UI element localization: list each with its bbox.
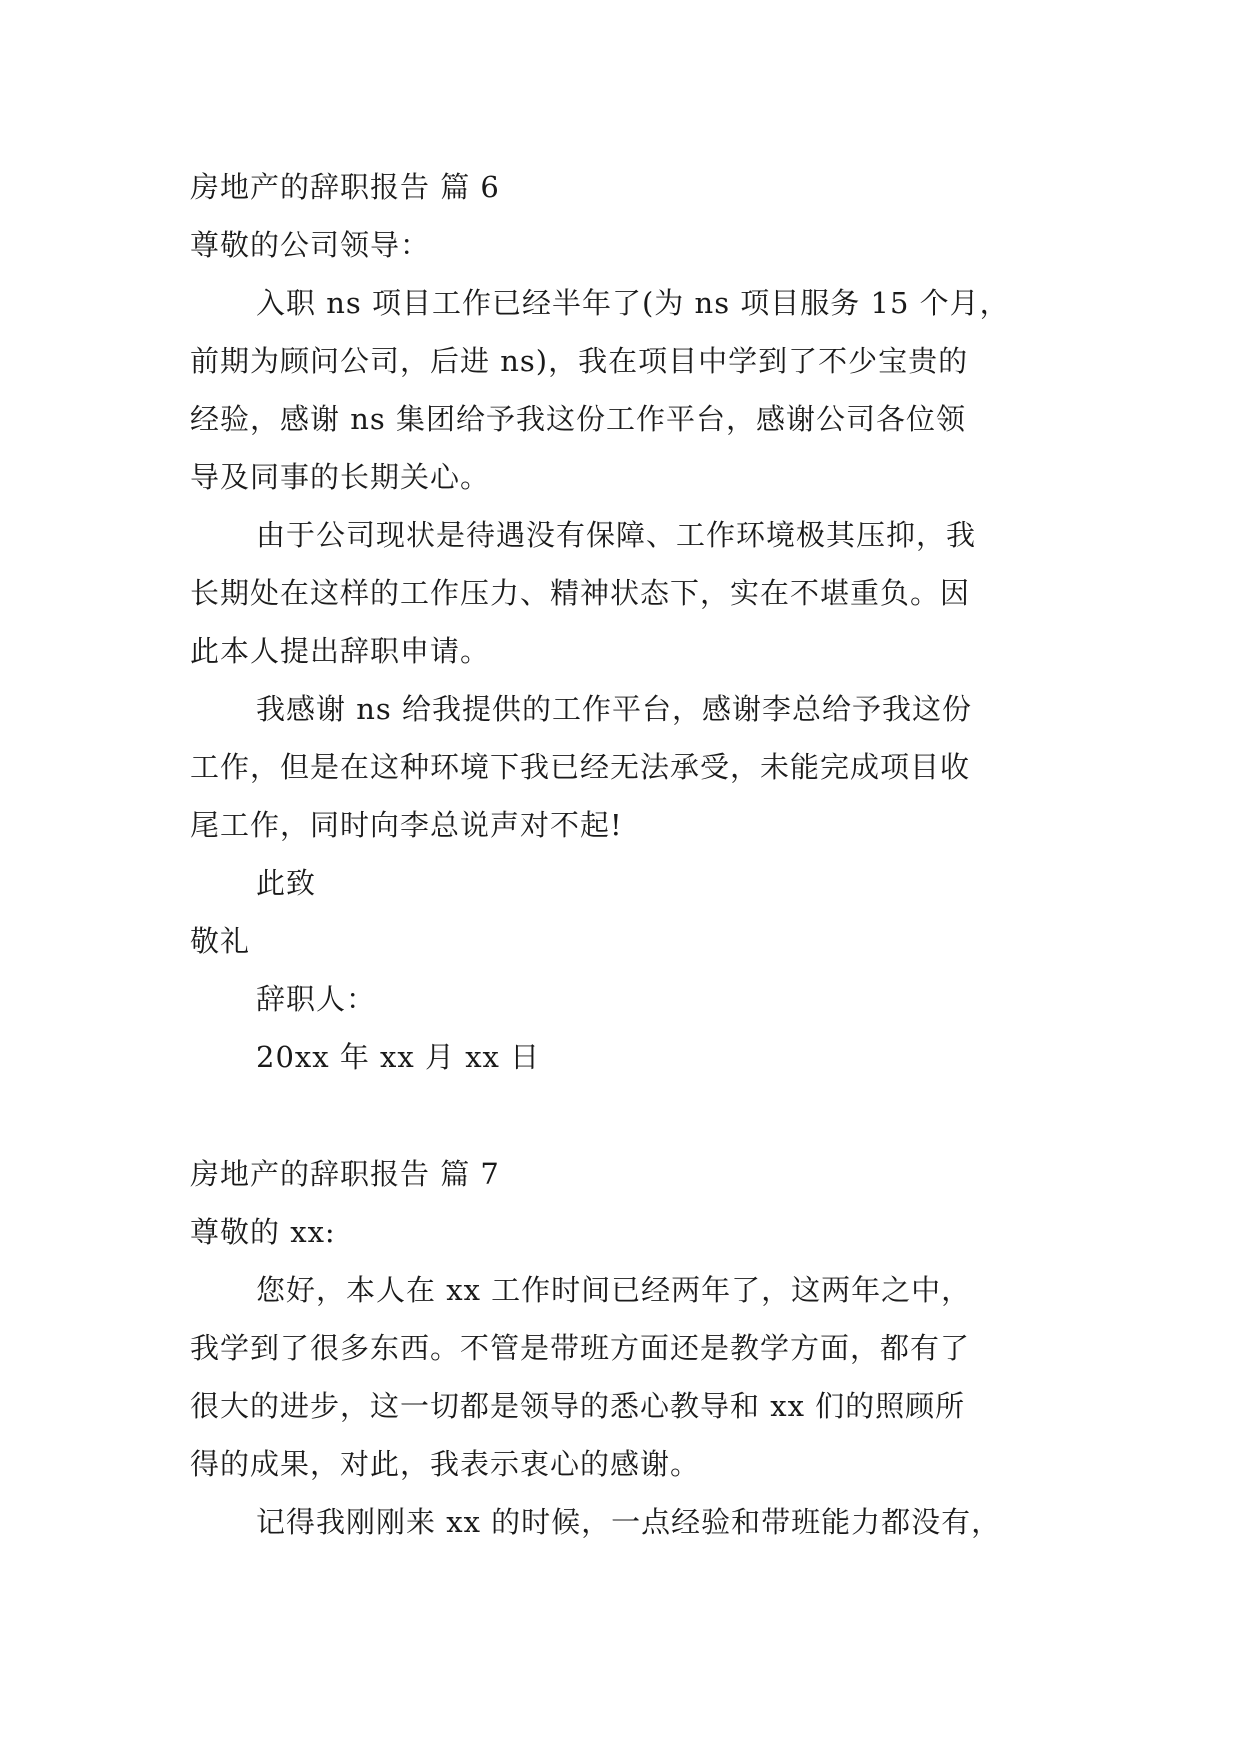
body-line: 您好，本人在 xx 工作时间已经两年了，这两年之中，: [256, 1273, 972, 1307]
body-line: 由于公司现状是待遇没有保障、工作环境极其压抑，我: [256, 518, 977, 552]
body-line: 尾工作，同时向李总说声对不起!: [190, 808, 623, 842]
body-line: 我感谢 ns 给我提供的工作平台，感谢李总给予我这份: [256, 692, 972, 726]
section-6-title: 房地产的辞职报告 篇 6: [190, 170, 500, 204]
body-line: 得的成果，对此，我表示衷心的感谢。: [190, 1447, 701, 1481]
section-6-salutation: 尊敬的公司领导：: [190, 228, 431, 262]
closing-line: 此致: [256, 866, 317, 900]
signature-label: 辞职人：: [256, 982, 377, 1016]
body-line: 记得我刚刚来 xx 的时候，一点经验和带班能力都没有，: [256, 1505, 1002, 1539]
body-line: 我学到了很多东西。不管是带班方面还是教学方面，都有了: [190, 1331, 971, 1365]
body-line: 很大的进步，这一切都是领导的悉心教导和 xx 们的照顾所: [190, 1389, 966, 1423]
body-line: 长期处在这样的工作压力、精神状态下，实在不堪重负。因: [190, 576, 971, 610]
section-7-title: 房地产的辞职报告 篇 7: [190, 1157, 500, 1191]
body-line: 前期为顾问公司，后进 ns)，我在项目中学到了不少宝贵的: [190, 344, 969, 378]
body-line: 经验，感谢 ns 集团给予我这份工作平台，感谢公司各位领: [190, 402, 966, 436]
body-line: 此本人提出辞职申请。: [190, 634, 491, 668]
date-line: 20xx 年 xx 月 xx 日: [256, 1040, 541, 1074]
body-line: 工作，但是在这种环境下我已经无法承受，未能完成项目收: [190, 750, 971, 784]
section-7-salutation: 尊敬的 xx:: [190, 1215, 336, 1249]
body-line: 入职 ns 项目工作已经半年了(为 ns 项目服务 15 个月，: [256, 286, 1010, 320]
closing-regards: 敬礼: [190, 924, 251, 958]
body-line: 导及同事的长期关心。: [190, 460, 491, 494]
